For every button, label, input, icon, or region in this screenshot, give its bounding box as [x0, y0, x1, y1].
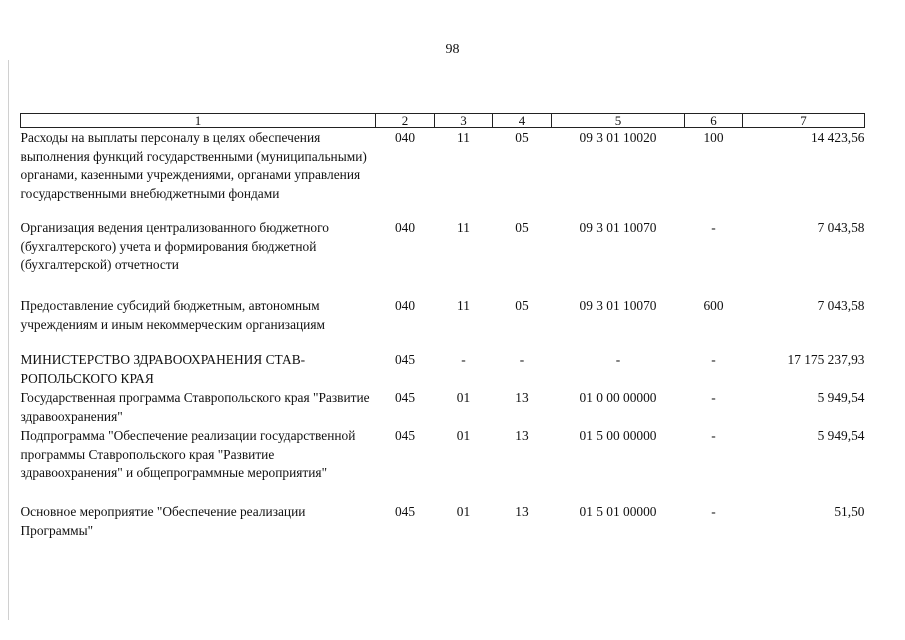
- row-pr: 05: [515, 130, 529, 145]
- row-vr: -: [711, 390, 716, 405]
- col-header-pr: 4: [493, 114, 552, 128]
- row-sum: 5 949,54: [817, 390, 865, 405]
- row-sum: 7 043,58: [817, 298, 865, 313]
- row-rz: 11: [457, 298, 470, 313]
- col-header-rz: 3: [435, 114, 493, 128]
- row-name: Основное мероприятие "Обеспечение реализации Программы": [20, 504, 306, 538]
- row-vr: -: [711, 220, 716, 235]
- row-csr: 09 3 01 10070: [579, 220, 657, 235]
- page-edge-mark: [8, 60, 9, 620]
- row-name: МИНИСТЕРСТВО ЗДРАВООХРАНЕНИЯ СТАВ-РОПОЛЬСКОГО КРАЯ: [20, 352, 306, 386]
- row-csr: 01 5 01 00000: [579, 504, 657, 519]
- row-vr: -: [711, 428, 716, 443]
- row-pr: 05: [515, 298, 529, 313]
- page-number: 98: [445, 42, 460, 57]
- budget-table: [20, 113, 865, 543]
- table-row: [21, 503, 865, 543]
- row-sum: 14 423,56: [810, 130, 865, 145]
- col-header-name: 1: [21, 114, 376, 128]
- row-name: Предоставление субсидий бюджетным, автономным учреждениям и иным некоммерческим организациям: [20, 298, 325, 332]
- row-name: Государственная программа Ставропольского края "Развитие здравоохранения": [20, 390, 370, 424]
- row-rz: 01: [456, 504, 471, 519]
- row-name: Организация ведения централизованного бюджетного (бухгалтерского) учета и формирования бюджетной (бухгалтерской) отчетности: [20, 220, 329, 272]
- row-pr: 13: [515, 504, 529, 519]
- col-header-ved: 2: [376, 114, 435, 128]
- row-pr: 05: [515, 220, 529, 235]
- table-row: [21, 128, 865, 220]
- table-row: [21, 219, 865, 297]
- row-rz: 01: [456, 428, 471, 443]
- row-pr: 13: [515, 428, 529, 443]
- row-vr: 600: [703, 298, 724, 313]
- row-csr: 01 0 00 00000: [579, 390, 657, 405]
- row-vr: -: [711, 352, 716, 367]
- row-csr: -: [615, 352, 621, 367]
- row-name: Подпрограмма "Обеспечение реализации государственной программы Ставропольского края "Развитие здравоохранения" и общепрограммные мероприятия": [20, 428, 356, 480]
- row-ved: 045: [394, 390, 416, 405]
- row-ved: 045: [394, 352, 416, 367]
- row-name: Расходы на выплаты персоналу в целях обеспечения выполнения функций государственными (муниципальными) органами, казенными учреждениями, органами управления государственными внебюджетными фондами: [20, 130, 367, 201]
- table-row: [21, 297, 865, 351]
- table-row: [21, 389, 865, 427]
- row-ved: 040: [394, 220, 416, 235]
- table-row: [21, 427, 865, 503]
- row-rz: 11: [457, 220, 470, 235]
- row-sum: 5 949,54: [817, 428, 865, 443]
- row-csr: 09 3 01 10070: [579, 298, 657, 313]
- table-row: [21, 351, 865, 389]
- row-rz: 01: [456, 390, 471, 405]
- row-rz: 11: [457, 130, 470, 145]
- row-sum: 17 175 237,93: [787, 352, 865, 367]
- row-ved: 040: [394, 130, 416, 145]
- row-vr: -: [711, 504, 716, 519]
- row-sum: 51,50: [834, 504, 865, 519]
- row-sum: 7 043,58: [817, 220, 865, 235]
- row-ved: 040: [394, 298, 416, 313]
- header-row: [21, 114, 865, 128]
- row-csr: 01 5 00 00000: [579, 428, 657, 443]
- row-pr: -: [519, 352, 525, 367]
- col-header-vr: 6: [685, 114, 743, 128]
- row-pr: 13: [515, 390, 529, 405]
- row-csr: 09 3 01 10020: [579, 130, 657, 145]
- row-rz: -: [461, 352, 466, 367]
- col-header-sum: 7: [743, 114, 865, 128]
- row-ved: 045: [394, 504, 416, 519]
- row-vr: 100: [703, 130, 724, 145]
- col-header-csr: 5: [552, 114, 685, 128]
- row-ved: 045: [394, 428, 416, 443]
